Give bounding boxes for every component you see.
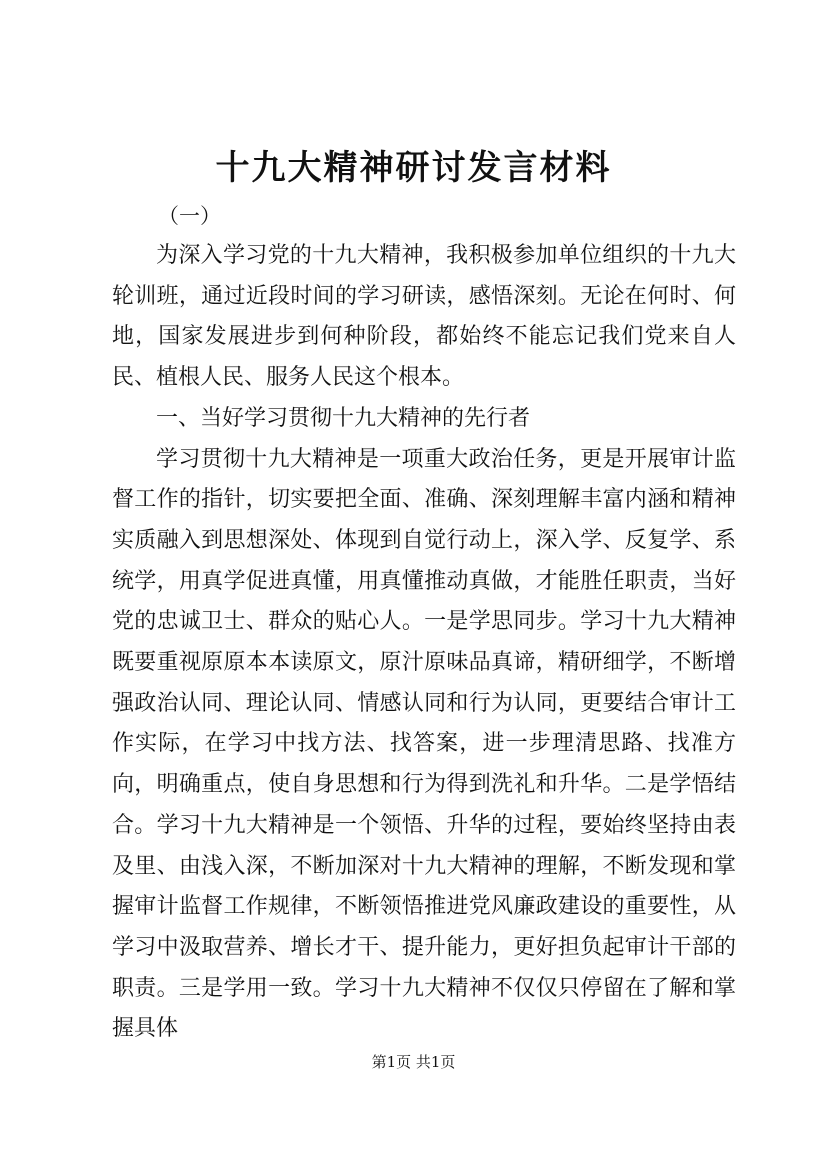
document-title: 十九大精神研讨发言材料 (215, 148, 612, 188)
section-number: （一） (158, 204, 221, 228)
section-heading: 一、当好学习贯彻十九大精神的先行者 (156, 405, 531, 431)
page-footer: 第1页 共1页 (371, 1053, 456, 1071)
body-paragraph: 学习贯彻十九大精神是一项重大政治任务，更是开展审计监督工作的指针，切实要把全面、准确、深刻理解丰富内涵和精神实质融入到思想深处、体现到自觉行动上，深入学、反复学、系统学，用真学促进真懂，用真懂推动真做，才能胜任职责，当好党的忠诚卫士、群众的贴心人。一是学思同步。学习十九大精神既要重视原原本本读原文，原汁原味品真谛，精研细学，不断增强政治认同、理论认同、情感认同和行为认同，更要结合审计工作实际，在学习中找方法、找答案，进一步理清思路、找准方向，明确重点，使自身思想和行为得到洗礼和升华。二是学悟结合。学习十九大精神是一个领悟、升华的过程，要始终坚持由表及里、由浅入深，不断加深对十九大精神的理解，不断发现和掌握审计监督工作规律，不断领悟推进党风廉政建设的重要性，从学习中汲取营养、增长才干、提升能力，更好担负起审计干部的职责。三是学用一致。学习十九大精神不仅仅只停留在了解和掌握具体 (112, 446, 736, 1042)
document-body (112, 196, 736, 1050)
body-paragraph: 为深入学习党的十九大精神，我积极参加单位组织的十九大轮训班，通过近段时间的学习研读，感悟深刻。无论在何时、何地，国家发展进步到何种阶段，都始终不能忘记我们党来自人民、植根人民、服务人民这个根本。 (112, 243, 736, 391)
